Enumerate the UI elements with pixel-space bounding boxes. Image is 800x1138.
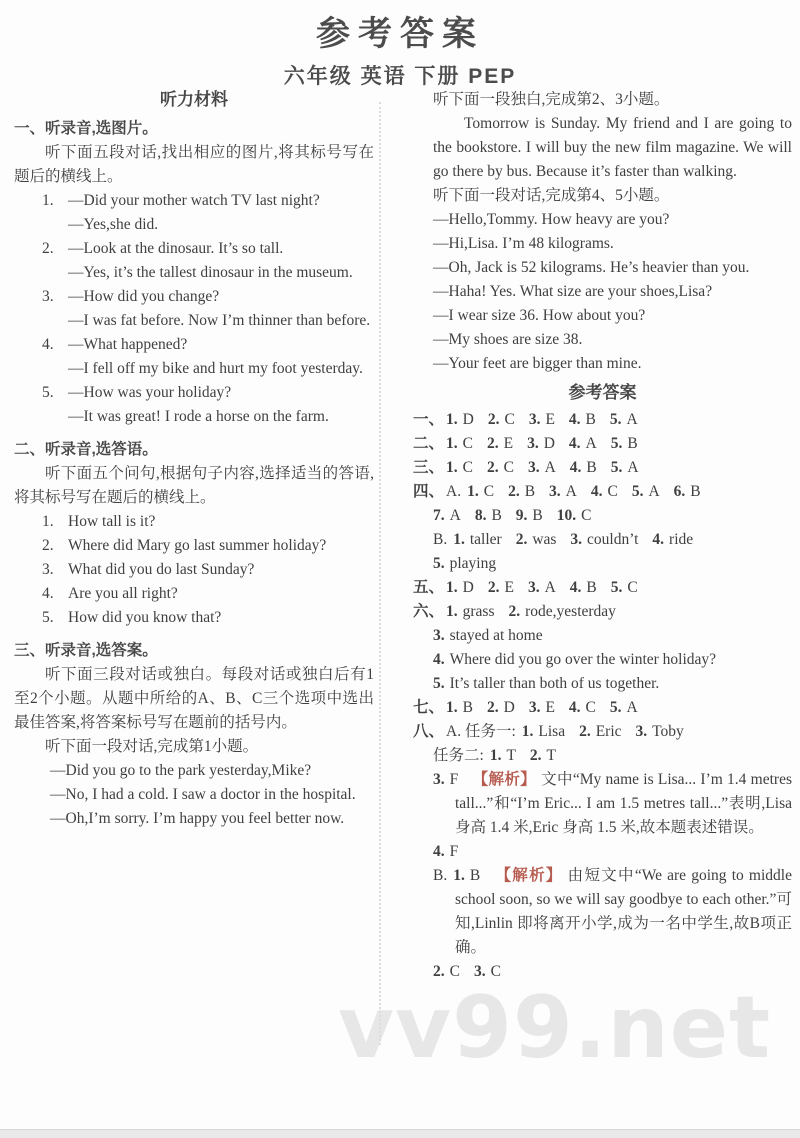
- answer-pair: [474, 963, 501, 980]
- answer-number: 6.: [673, 483, 686, 500]
- dialog-line: —I was fat before. Now I’m thinner than before.: [68, 312, 371, 329]
- answer-number: 5.: [433, 555, 445, 572]
- dialog-line: —How was your holiday?: [68, 384, 232, 401]
- answer-number: 2.: [487, 579, 500, 596]
- answer-row: [413, 720, 792, 744]
- answer-value: C: [490, 963, 501, 980]
- right-column: [413, 88, 792, 984]
- section3-intro: 听下面三段对话或独白。每段对话或独白后有1至2个小题。从题中所给的A、B、C三个选项中选出最佳答案,将答案标号写在题前的括号内。: [14, 666, 374, 731]
- answer-prefix: B.: [433, 867, 448, 884]
- answer-section-label: 三、: [413, 459, 445, 476]
- answer-pairs: [446, 699, 652, 716]
- answer-value: T: [546, 747, 556, 764]
- answer-number: 4.: [569, 459, 582, 476]
- answer-value: B: [532, 507, 543, 524]
- answer-row: [413, 432, 792, 456]
- answer-value: A: [544, 459, 556, 476]
- answer-value: Toby: [652, 723, 684, 740]
- answer-row: [433, 768, 792, 840]
- item-number: 1.: [42, 192, 54, 209]
- item-lines: [68, 285, 374, 333]
- answer-pairs: [433, 555, 510, 572]
- answer-value: C: [581, 507, 592, 524]
- answers-heading: 参考答案: [568, 383, 637, 402]
- answer-pair: [591, 483, 618, 500]
- answer-pair: [433, 675, 659, 692]
- answer-number: 5.: [609, 699, 622, 716]
- answer-pair: [632, 483, 660, 500]
- dialog-line: —Haha! Yes. What size are your shoes,Lisa?: [433, 283, 713, 300]
- dialog-line: —Did you go to the park yesterday,Mike?: [50, 762, 312, 779]
- item-number: 2.: [42, 240, 54, 257]
- section2-intro: 听下面五个问句,根据句子内容,选择适当的答语,将其标号写在题后的横线上。: [14, 465, 374, 506]
- answer-pair: [433, 507, 461, 524]
- answer-number: 4.: [652, 531, 665, 548]
- answer-value: grass: [462, 603, 495, 620]
- answer-section-label: 五、: [413, 579, 445, 596]
- dialog-line: —Yes, it’s the tallest dinosaur in the museum.: [68, 264, 353, 281]
- answer-pairs: [446, 603, 630, 620]
- answer-number: 1.: [446, 699, 458, 716]
- answer-number: 3.: [527, 459, 540, 476]
- item-lines: [68, 534, 374, 558]
- answer-number: 1.: [446, 435, 458, 452]
- dialog-line: —My shoes are size 38.: [433, 331, 583, 348]
- answer-number: 5.: [610, 459, 623, 476]
- listening-material-heading: 听力材料: [160, 90, 228, 109]
- dialog-line: —Your feet are bigger than mine.: [433, 355, 642, 372]
- answer-pair: [570, 579, 597, 596]
- section3-sub2: 听下面一段独白,完成第2、3小题。: [433, 91, 670, 108]
- answer-pair: [446, 699, 473, 716]
- answer-row: [433, 648, 792, 672]
- item-number: 3.: [42, 288, 54, 305]
- answer-pair: [446, 411, 474, 428]
- answer-number: 4.: [568, 411, 581, 428]
- answer-number: 4.: [568, 699, 581, 716]
- answer-row: [413, 696, 792, 720]
- list-item: [42, 510, 374, 534]
- answer-number: 1.: [489, 747, 502, 764]
- answer-number: 1.: [446, 459, 458, 476]
- answer-pair: [446, 603, 494, 620]
- dialog-line: —Look at the dinosaur. It’s so tall.: [68, 240, 284, 257]
- dialog-line: —I wear size 36. How about you?: [433, 307, 646, 324]
- answer-value: E: [545, 699, 555, 716]
- answer-pair: [487, 459, 514, 476]
- answer-row: [433, 552, 792, 576]
- answer-pair: [528, 579, 556, 596]
- answer-value: F: [449, 771, 459, 788]
- answer-row: [433, 624, 792, 648]
- question-line: How did you know that?: [68, 609, 222, 626]
- item-number: 3.: [42, 561, 54, 578]
- item-lines: [68, 606, 374, 630]
- answer-row: [433, 528, 792, 552]
- answer-prefix: A.: [446, 483, 462, 500]
- answer-pair: [611, 459, 639, 476]
- answer-prefix: A. 任务一:: [446, 723, 516, 740]
- answer-pair: [475, 507, 502, 524]
- answer-value: A: [648, 483, 660, 500]
- answer-pair: [570, 531, 638, 548]
- answer-value: B: [524, 483, 536, 500]
- answer-number: 5.: [631, 483, 644, 500]
- dialog-line: —It was great! I rode a horse on the farm.: [68, 408, 329, 425]
- answer-pair: [610, 411, 638, 428]
- answer-prefix: 任务二:: [433, 747, 484, 764]
- dialog-line: —Yes,she did.: [68, 216, 159, 233]
- answer-pair: [529, 411, 555, 428]
- answer-pair: [569, 699, 596, 716]
- item-lines: [68, 237, 374, 285]
- answer-pair: [490, 747, 516, 764]
- section3-sub1: 听下面一段对话,完成第1小题。: [45, 738, 259, 755]
- answer-section-label: 八、: [413, 723, 445, 740]
- answer-pair: [549, 483, 577, 500]
- answer-row: [413, 600, 792, 624]
- answer-pairs: [446, 435, 652, 452]
- answer-section-label: 四、: [413, 483, 445, 500]
- answer-number: 4.: [433, 651, 445, 668]
- answer-value: A: [627, 459, 639, 476]
- dialog-line: —What happened?: [68, 336, 188, 353]
- section1-title: 一、听录音,选图片。: [14, 120, 158, 137]
- list-item: [42, 333, 374, 381]
- item-number: 2.: [42, 537, 54, 554]
- answer-pair: [433, 651, 716, 668]
- answer-pairs: [453, 867, 494, 884]
- answer-value: B: [586, 579, 597, 596]
- answer-row: [413, 480, 792, 504]
- section2-title: 二、听录音,选答语。: [14, 441, 158, 458]
- dialog-line: —I fell off my bike and hurt my foot yesterday.: [68, 360, 363, 377]
- answer-number: 1.: [521, 723, 534, 740]
- item-number: 4.: [42, 336, 54, 353]
- answer-value: taller: [469, 531, 502, 548]
- answer-pair: [611, 579, 638, 596]
- answer-value: was: [532, 531, 557, 548]
- answer-value: A: [565, 483, 577, 500]
- answer-pair: [433, 771, 458, 788]
- answer-number: 2.: [486, 459, 499, 476]
- answer-value: C: [607, 483, 618, 500]
- answer-value: D: [462, 411, 474, 428]
- section3-dialog1: [50, 759, 374, 831]
- answer-pair: [529, 699, 555, 716]
- answer-pairs: [433, 651, 730, 668]
- question-line: How tall is it?: [68, 513, 156, 530]
- item-number: 5.: [42, 384, 54, 401]
- answer-pairs: [446, 579, 652, 596]
- question-line: Are you all right?: [68, 585, 178, 602]
- answer-value: D: [503, 699, 515, 716]
- item-lines: [68, 582, 374, 606]
- answer-number: 2.: [529, 747, 542, 764]
- dialog-line: —Oh, Jack is 52 kilograms. He’s heavier than you.: [433, 259, 750, 276]
- answer-number: 4.: [569, 579, 582, 596]
- answer-number: 2.: [433, 963, 445, 980]
- answer-number: 3.: [528, 411, 541, 428]
- answer-pair: [516, 531, 557, 548]
- answer-row: [433, 840, 792, 864]
- answer-section-label: 二、: [413, 435, 445, 452]
- answer-number: 1.: [446, 603, 458, 620]
- answer-pair: [522, 723, 565, 740]
- answer-number: 1.: [467, 483, 479, 500]
- list-item: [42, 381, 374, 429]
- answer-value: C: [627, 579, 638, 596]
- answer-pair: [487, 435, 513, 452]
- answer-number: 1.: [446, 579, 458, 596]
- answer-value: It’s taller than both of us together.: [449, 675, 660, 692]
- list-item: [42, 534, 374, 558]
- answer-number: 1.: [446, 411, 458, 428]
- dialog-line: —Hi,Lisa. I’m 48 kilograms.: [433, 235, 614, 252]
- answer-pairs: [433, 627, 557, 644]
- item-number: 1.: [42, 513, 54, 530]
- answer-row: [433, 504, 792, 528]
- answer-pair: [453, 867, 480, 884]
- page-title: 参考答案: [316, 15, 484, 53]
- analysis-tag: 【解析】: [472, 771, 537, 788]
- list-item: [42, 558, 374, 582]
- column-divider: [379, 102, 381, 1045]
- answer-number: 3.: [570, 531, 583, 548]
- answer-section-label: 七、: [413, 699, 445, 716]
- answer-pair: [579, 723, 621, 740]
- analysis-body: 文中“My name is Lisa... I’m 1.4 metres tall...”和“I’m Eric... I am 1.5 metres tall...”表明,Lisa 身高 1.4 米,Eric 身高 1.5 米,故本题表述错误。: [455, 771, 792, 836]
- answer-pairs: [433, 675, 673, 692]
- answer-value: E: [504, 579, 514, 596]
- answer-value: stayed at home: [449, 627, 543, 644]
- list-item: [42, 285, 374, 333]
- answer-pair: [453, 531, 501, 548]
- answer-pair: [433, 843, 458, 860]
- answer-number: 8.: [474, 507, 487, 524]
- answer-value: D: [462, 579, 474, 596]
- answer-value: Lisa: [538, 723, 566, 740]
- question-line: Where did Mary go last summer holiday?: [68, 537, 327, 554]
- answer-number: 3.: [433, 771, 445, 788]
- answer-pair: [488, 579, 514, 596]
- section3-title: 三、听录音,选答案。: [14, 642, 158, 659]
- list-item: [42, 237, 374, 285]
- answer-number: 10.: [556, 507, 577, 524]
- answer-pair: [508, 483, 535, 500]
- item-lines: [68, 510, 374, 534]
- left-column: [14, 88, 374, 831]
- answer-row: [433, 672, 792, 696]
- analysis-tag: 【解析】: [494, 867, 563, 884]
- answer-section-label: 一、: [413, 411, 445, 428]
- answer-value: C: [503, 459, 514, 476]
- answer-row: [433, 960, 792, 984]
- answer-number: 2.: [579, 723, 591, 740]
- answer-number: 3.: [527, 435, 539, 452]
- answer-value: ride: [669, 531, 694, 548]
- answer-section-label: 六、: [413, 603, 445, 620]
- answer-value: rode,yesterday: [525, 603, 616, 620]
- dialog-line: —Did your mother watch TV last night?: [68, 192, 320, 209]
- answer-value: Eric: [595, 723, 622, 740]
- answer-number: 5.: [609, 411, 622, 428]
- item-lines: [68, 381, 374, 429]
- answer-pair: [569, 411, 596, 428]
- answer-pair: [488, 411, 515, 428]
- item-number: 5.: [42, 609, 54, 626]
- dialog-line: —Oh,I’m sorry. I’m happy you feel better now.: [50, 810, 345, 827]
- answer-pair: [557, 507, 592, 524]
- answer-value: E: [545, 411, 555, 428]
- answer-number: 5.: [610, 435, 623, 452]
- answer-value: C: [462, 459, 473, 476]
- answer-value: A: [585, 435, 597, 452]
- answer-pairs: [433, 963, 515, 980]
- answer-number: 1.: [453, 867, 465, 884]
- answer-number: 2.: [487, 411, 500, 428]
- answer-number: 4.: [433, 843, 445, 860]
- answer-row: [433, 864, 792, 960]
- answer-number: 2.: [486, 435, 499, 452]
- answer-number: 3.: [635, 723, 648, 740]
- answer-value: B: [690, 483, 701, 500]
- dialog-line: —Hello,Tommy. How heavy are you?: [433, 211, 670, 228]
- section2-items: [14, 510, 374, 630]
- answer-pair: [433, 627, 543, 644]
- answer-pair: [530, 747, 556, 764]
- section1-intro: 听下面五段对话,找出相应的图片,将其标号写在题后的横线上。: [14, 144, 374, 185]
- answer-pair: [652, 531, 693, 548]
- dialog-line: —How did you change?: [68, 288, 220, 305]
- answer-value: D: [543, 435, 555, 452]
- answer-pairs: [467, 483, 715, 500]
- answer-value: C: [504, 411, 515, 428]
- answer-value: B: [462, 699, 473, 716]
- answer-number: 3.: [433, 627, 445, 644]
- answer-pairs: [446, 459, 653, 476]
- answer-pair: [610, 699, 638, 716]
- answer-pair: [636, 723, 684, 740]
- answer-pair: [516, 507, 543, 524]
- watermark: vv99.net: [338, 978, 772, 1078]
- answer-number: 9.: [515, 507, 528, 524]
- answer-value: T: [506, 747, 516, 764]
- item-lines: [68, 558, 374, 582]
- answer-value: F: [449, 843, 459, 860]
- answer-pairs: [453, 531, 707, 548]
- item-number: 4.: [42, 585, 54, 602]
- list-item: [42, 189, 374, 237]
- section3-monologue: Tomorrow is Sunday. My friend and I are going to the bookstore. I will buy the new film magazine. We will go there by bus. Because it’s faster than walking.: [433, 115, 792, 180]
- answer-pair: [467, 483, 494, 500]
- answer-value: playing: [449, 555, 497, 572]
- answer-value: E: [503, 435, 514, 452]
- answer-value: B: [627, 435, 638, 452]
- answer-value: C: [449, 963, 460, 980]
- answer-pair: [569, 435, 597, 452]
- answer-pairs: [433, 771, 472, 788]
- answer-pairs: [433, 843, 472, 860]
- answer-pair: [446, 435, 473, 452]
- answer-value: couldn’t: [587, 531, 639, 548]
- answer-value: B: [469, 867, 481, 884]
- dialog-line: —No, I had a cold. I saw a doctor in the hospital.: [50, 786, 356, 803]
- answer-number: 2.: [508, 483, 520, 500]
- answer-pair: [527, 435, 555, 452]
- answer-value: C: [462, 435, 473, 452]
- answer-value: A: [626, 699, 638, 716]
- answer-number: 1.: [453, 531, 465, 548]
- answer-number: 2.: [508, 603, 521, 620]
- answer-value: Where did you go over the winter holiday?: [449, 651, 717, 668]
- answer-value: C: [483, 483, 495, 500]
- answer-number: 2.: [515, 531, 528, 548]
- answer-pair: [674, 483, 701, 500]
- answer-pair: [446, 579, 474, 596]
- answer-number: 3.: [549, 483, 561, 500]
- list-item: [42, 606, 374, 630]
- analysis-body: 由短文中“We are going to middle school soon, so we will say goodbye to each other.”可知,Linlin 即将离开小学,成为一名中学生,故B项正确。: [455, 867, 792, 956]
- answer-number: 4.: [590, 483, 603, 500]
- answer-number: 3.: [527, 579, 540, 596]
- answer-value: C: [585, 699, 596, 716]
- answer-number: 7.: [433, 507, 445, 524]
- answer-value: B: [585, 411, 596, 428]
- answer-number: 3.: [528, 699, 541, 716]
- answer-pair: [433, 555, 496, 572]
- item-lines: [68, 189, 374, 237]
- answer-row: [413, 576, 792, 600]
- answer-pairs: [433, 507, 605, 524]
- answer-value: B: [586, 459, 597, 476]
- item-lines: [68, 333, 374, 381]
- answer-number: 3.: [473, 963, 486, 980]
- answer-row: [433, 744, 792, 768]
- page-subtitle: 六年级 英语 下册 PEP: [283, 65, 517, 88]
- page-header: [0, 6, 800, 90]
- answer-pair: [487, 699, 515, 716]
- answer-value: A: [449, 507, 461, 524]
- question-line: What did you do last Sunday?: [68, 561, 255, 578]
- answer-pairs: [490, 747, 570, 764]
- answer-pair: [446, 459, 473, 476]
- answer-pair: [433, 963, 460, 980]
- answer-number: 5.: [433, 675, 445, 692]
- answer-pair: [528, 459, 556, 476]
- answer-number: 4.: [568, 435, 581, 452]
- section1-items: [14, 189, 374, 429]
- answer-pair: [509, 603, 616, 620]
- section3-sub3: 听下面一段对话,完成第4、5小题。: [433, 187, 670, 204]
- answer-value: A: [544, 579, 556, 596]
- answer-prefix: B.: [433, 531, 448, 548]
- section3-dialog2: [433, 208, 792, 376]
- answer-number: 2.: [486, 699, 499, 716]
- list-item: [42, 582, 374, 606]
- answer-pair: [611, 435, 638, 452]
- answer-row: [413, 408, 792, 432]
- answer-pair: [570, 459, 597, 476]
- answer-value: A: [626, 411, 638, 428]
- answer-pairs: [522, 723, 698, 740]
- answer-pairs: [446, 411, 652, 428]
- answer-row: [413, 456, 792, 480]
- answer-value: B: [491, 507, 502, 524]
- answer-number: 5.: [610, 579, 623, 596]
- answer-rows: [413, 408, 792, 984]
